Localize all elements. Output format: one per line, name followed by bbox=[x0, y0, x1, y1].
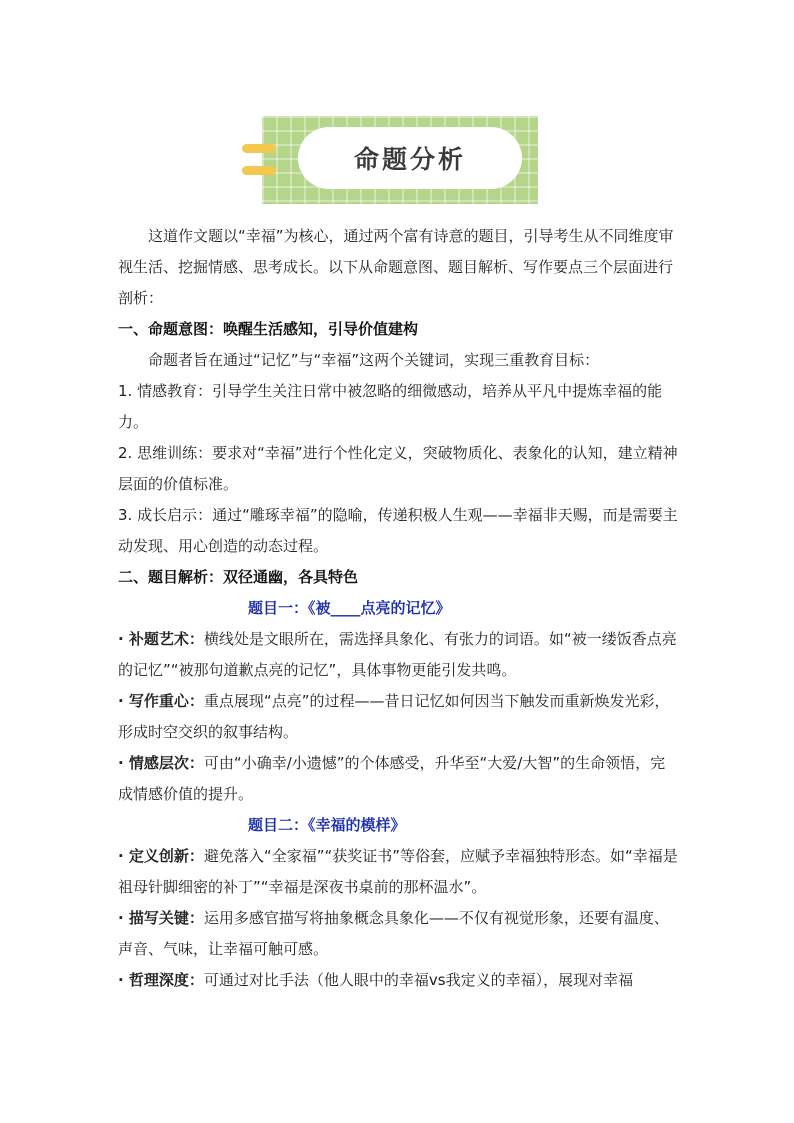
point-key: · 写作重心： bbox=[118, 692, 204, 710]
topic2-title: 题目二：《幸福的模样》 bbox=[248, 816, 406, 834]
section1-lead: 命题者旨在通过“记忆”与“幸福”这两个关键词，实现三重教育目标： bbox=[148, 351, 600, 369]
topic1-point bbox=[118, 686, 678, 748]
point-text: 可由“小确幸/小遗憾”的个体感受，升华至“大爱/大智”的生命领悟，完成情感价值的提升。 bbox=[118, 754, 666, 803]
topic1-point bbox=[118, 748, 678, 810]
banner-title: 命题分析 bbox=[353, 145, 466, 174]
intro-paragraph: 这道作文题以“幸福”为核心，通过两个富有诗意的题目，引导考生从不同维度审视生活、挖掘情感、思考成长。以下从命题意图、题目解析、写作要点三个层面进行剖析： bbox=[118, 227, 674, 307]
point-key: · 情感层次： bbox=[118, 754, 204, 772]
point-key: · 哲理深度： bbox=[118, 971, 204, 989]
topic2-point bbox=[118, 965, 678, 996]
point-key: · 描写关键： bbox=[118, 909, 204, 927]
point-key: · 补题艺术： bbox=[118, 630, 204, 648]
topic1-point bbox=[118, 624, 678, 686]
point-text: 重点展现“点亮”的过程——昔日记忆如何因当下触发而重新焕发光彩，形成时空交织的叙事结构。 bbox=[118, 692, 670, 741]
section2-heading: 二、题目解析：双径通幽，各具特色 bbox=[118, 568, 359, 586]
topic2-point bbox=[118, 903, 678, 965]
point-key: · 定义创新： bbox=[118, 847, 204, 865]
point-text: 横线处是文眼所在，需选择具象化、有张力的词语。如“被一缕饭香点亮的记忆”“被那句道歉点亮的记忆”，具体事物更能引发共鸣。 bbox=[118, 630, 677, 679]
document-body bbox=[118, 221, 678, 996]
point-text: 可通过对比手法（他人眼中的幸福vs我定义的幸福），展现对幸福 bbox=[203, 971, 634, 989]
section1-item: 2. 思维训练：要求对“幸福”进行个性化定义，突破物质化、表象化的认知，建立精神层面的价值标准。 bbox=[118, 444, 678, 493]
topic2-point bbox=[118, 841, 678, 903]
topic1-title: 题目一：《被____点亮的记忆》 bbox=[248, 599, 451, 617]
banner-tab-decoration bbox=[242, 166, 276, 175]
title-pill bbox=[298, 127, 522, 189]
point-text: 避免落入“全家福”“获奖证书”等俗套，应赋予幸福独特形态。如“幸福是祖母针脚细密的补丁”“幸福是深夜书桌前的那杯温水”。 bbox=[118, 847, 678, 896]
banner-tab-decoration bbox=[242, 144, 276, 153]
point-text: 运用多感官描写将抽象概念具象化——不仅有视觉形象，还要有温度、声音、气味，让幸福可触可感。 bbox=[118, 909, 669, 958]
section1-item: 3. 成长启示：通过“雕琢幸福”的隐喻，传递积极人生观——幸福非天赐，而是需要主动发现、用心创造的动态过程。 bbox=[118, 506, 678, 555]
section1-heading: 一、命题意图：唤醒生活感知，引导价值建构 bbox=[118, 320, 419, 338]
section1-item: 1. 情感教育：引导学生关注日常中被忽略的细微感动，培养从平凡中提炼幸福的能力。 bbox=[118, 382, 663, 431]
